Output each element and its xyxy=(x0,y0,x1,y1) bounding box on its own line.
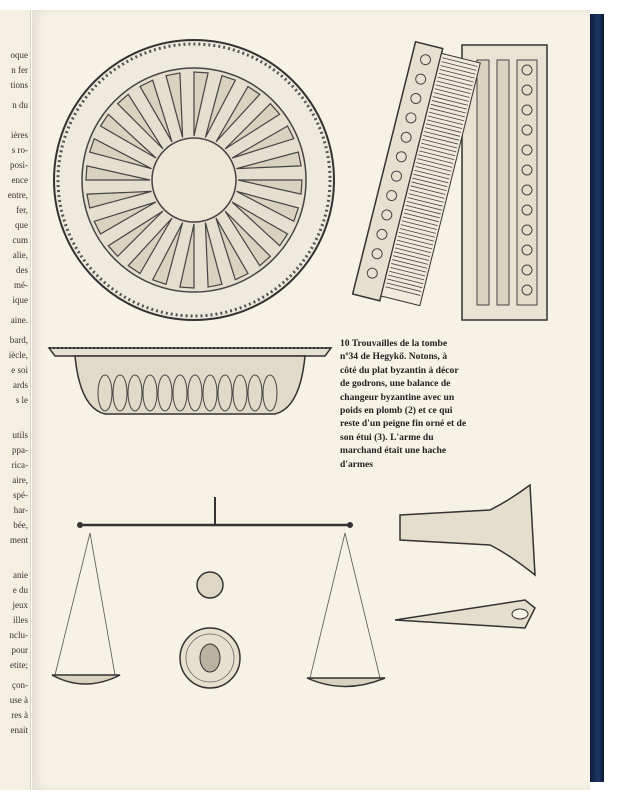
axe-head-illustration xyxy=(395,480,545,640)
plate-top-view-illustration xyxy=(50,35,338,325)
left-page-text-line: s le xyxy=(15,395,28,405)
left-page-text-line: ppa- xyxy=(12,445,28,455)
left-page-text-line: ment xyxy=(10,535,28,545)
left-page-text-line: s ro- xyxy=(11,145,28,155)
left-page-text-line: oque xyxy=(10,50,28,60)
caption-line: nº34 de Hegykő. Notons, à xyxy=(340,351,448,363)
left-page-text-line: des xyxy=(16,265,28,275)
left-page-text-line: enait xyxy=(10,725,28,735)
left-page-text-line: e soi xyxy=(11,365,28,375)
figure-caption xyxy=(340,337,540,471)
left-page-edge xyxy=(0,10,31,790)
caption-line: son étui (3). L'arme du xyxy=(340,431,434,443)
left-page-text-line: bée, xyxy=(13,520,28,530)
left-page-text-line: iècle, xyxy=(8,350,28,360)
caption-line: changeur byzantine avec un xyxy=(340,391,455,403)
left-page-text-line: que xyxy=(15,220,28,230)
left-page-text-line: anie xyxy=(13,570,28,580)
caption-line: côté du plat byzantin à décor xyxy=(340,364,459,376)
caption-line: 10 Trouvailles de la tombe xyxy=(340,338,448,349)
balance-scale-illustration xyxy=(50,495,390,710)
left-page-text-line: aine. xyxy=(10,315,28,325)
left-page-text-line: ières xyxy=(11,130,28,140)
left-page-text-line: rica- xyxy=(11,460,28,470)
left-page-text-line: posi- xyxy=(10,160,28,170)
left-page-text-line: har- xyxy=(13,505,28,515)
caption-line: de godrons, une balance de xyxy=(340,378,451,390)
left-page-text-line: n fer xyxy=(11,65,28,75)
left-page-text-line: ence xyxy=(11,175,28,185)
book-cover-edge xyxy=(590,14,604,782)
left-page-text-line: aire, xyxy=(12,475,28,485)
left-page-text-line: illes xyxy=(13,615,28,625)
left-page-text-line: ards xyxy=(13,380,28,390)
left-page-text-line: cum xyxy=(12,235,28,245)
plate-side-view-illustration xyxy=(45,338,335,423)
left-page-text-line: mé- xyxy=(14,280,28,290)
left-page-text-line: bard, xyxy=(9,335,28,345)
left-page-text-line: çon- xyxy=(12,680,28,690)
left-page-text-line: jeux xyxy=(12,600,28,610)
caption-line: poids en plomb (2) et ce qui xyxy=(340,405,453,417)
left-page-text-line: entre, xyxy=(7,190,28,200)
left-page-text-line: use à xyxy=(9,695,28,705)
caption-line: d'armes xyxy=(340,458,374,470)
left-page-text-line: e du xyxy=(12,585,28,595)
left-page-text-line: nclu- xyxy=(9,630,28,640)
left-page-text-line: etite; xyxy=(10,660,28,670)
left-page-text-line: fer, xyxy=(16,205,28,215)
caption-line: marchand était une hache xyxy=(340,445,447,457)
left-page-text-line: spé- xyxy=(13,490,28,500)
caption-line: reste d'un peigne fin orné et de xyxy=(340,418,467,430)
left-page-text-line: n du xyxy=(12,100,28,110)
comb-and-case-illustration xyxy=(352,40,552,325)
left-page-text-line: pour xyxy=(11,645,28,655)
left-page-text-line: utils xyxy=(12,430,28,440)
left-page-text-line: tions xyxy=(10,80,28,90)
left-page-text-line: ique xyxy=(12,295,28,305)
left-page-text-line: res à xyxy=(11,710,28,720)
left-page-text-line: alie, xyxy=(12,250,28,260)
